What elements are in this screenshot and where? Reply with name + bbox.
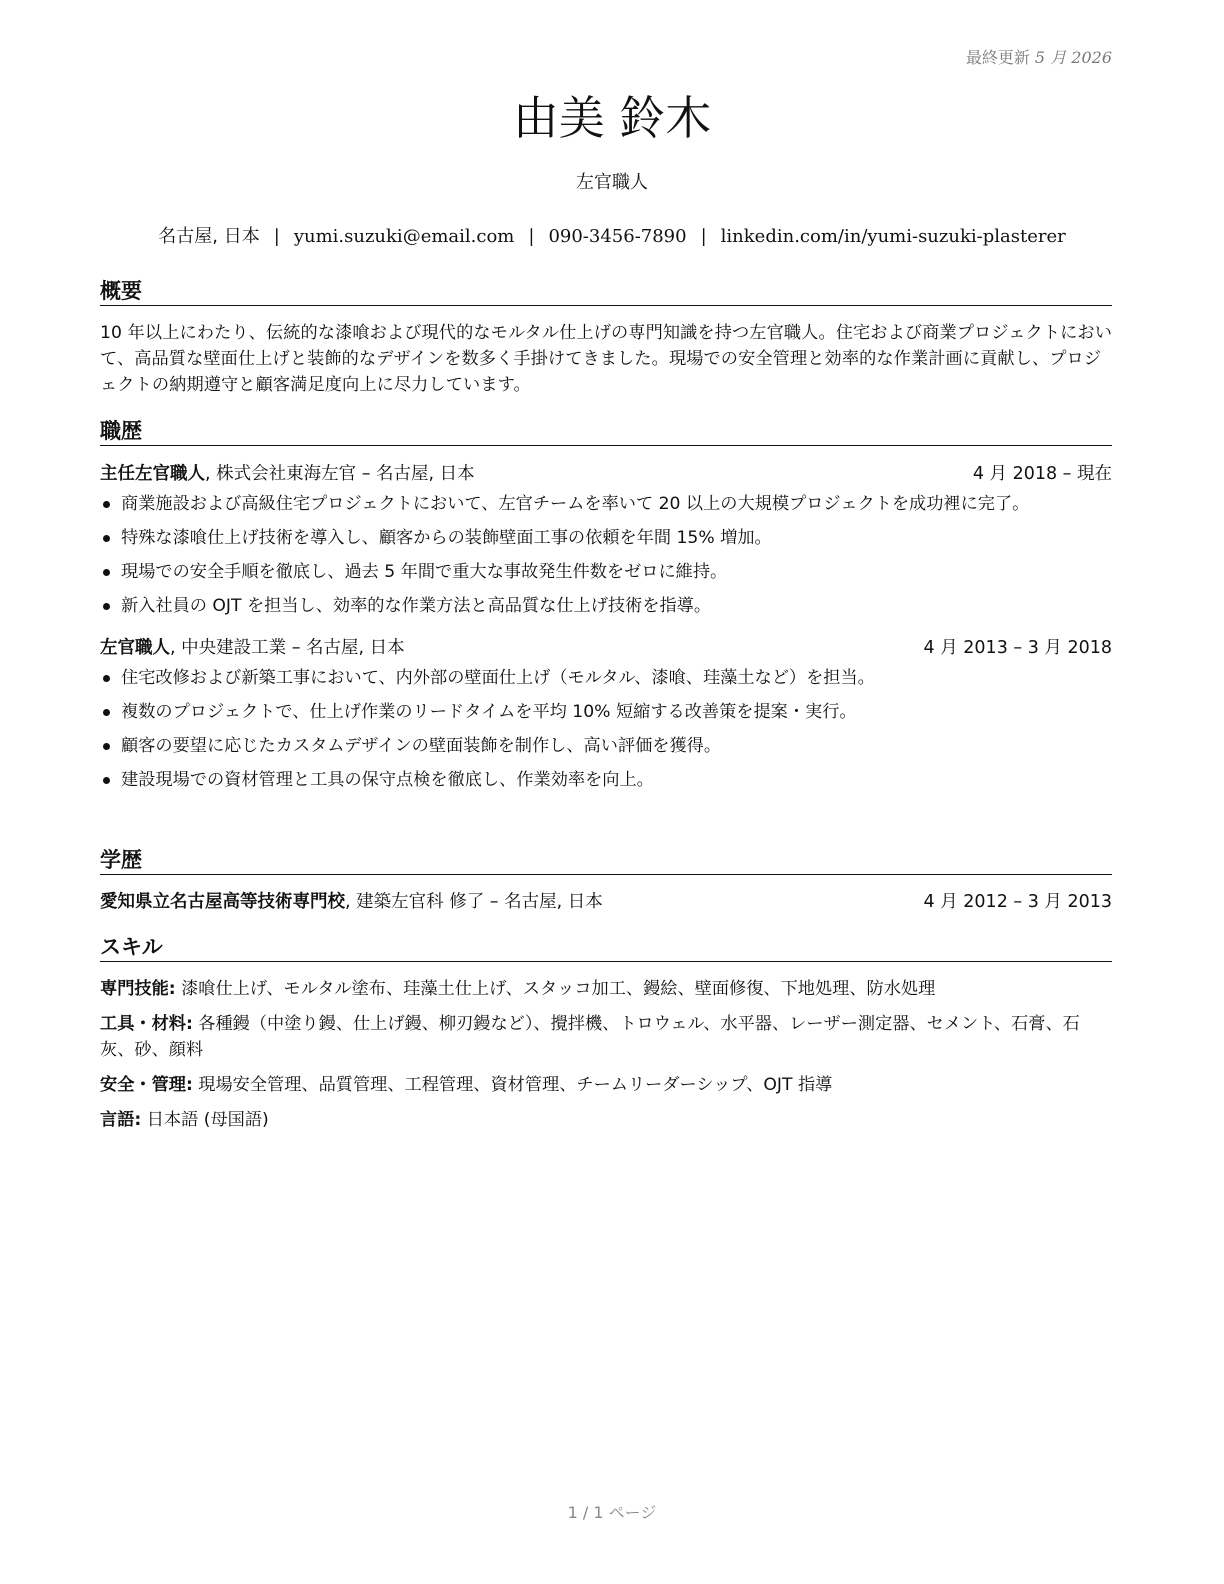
job-bullet: 複数のプロジェクトで、仕上げ作業のリードタイムを平均 10% 短縮する改善策を提案・実行。 xyxy=(100,699,1112,725)
education-dates: 4 月 2012 – 3 月 2013 xyxy=(923,892,1112,912)
job-role: 主任左官職人 xyxy=(100,464,205,484)
last-updated-label: 最終更新 xyxy=(965,48,1030,67)
skill-label: 専門技能: xyxy=(100,979,176,999)
contact-phone: 090-3456-7890 xyxy=(548,226,687,247)
section-title-education: 学歴 xyxy=(100,846,1112,875)
skill-value: 現場安全管理、品質管理、工程管理、資材管理、チームリーダーシップ、OJT 指導 xyxy=(192,1075,833,1095)
job-bullet: 商業施設および高級住宅プロジェクトにおいて、左官チームを率いて 20 以上の大規模プロジェクトを成功裡に完了。 xyxy=(100,491,1112,517)
candidate-name: 由美 鈴木 xyxy=(512,91,712,145)
education-section xyxy=(100,846,1112,915)
job-bullets xyxy=(100,491,1112,619)
job-bullet: 顧客の要望に応じたカスタムデザインの壁面装飾を制作し、高い評価を獲得。 xyxy=(100,733,1112,759)
job-bullet: 住宅改修および新築工事において、内外部の壁面仕上げ（モルタル、漆喰、珪藻土など）を担当。 xyxy=(100,665,1112,691)
job-entry xyxy=(100,635,1112,793)
section-title-experience: 職歴 xyxy=(100,417,1112,446)
contact-email[interactable]: yumi.suzuki@email.com xyxy=(293,226,515,247)
last-updated xyxy=(966,45,1112,68)
experience-section xyxy=(100,417,1112,801)
skill-value: 各種鏝（中塗り鏝、仕上げ鏝、柳刃鏝など）、攪拌機、トロウェル、水平器、レーザー測定器、セメント、石膏、石灰、砂、顔料 xyxy=(100,1014,1080,1060)
skill-value: 日本語 (母国語) xyxy=(141,1110,269,1130)
contact-separator: | xyxy=(528,226,535,247)
skill-value: 漆喰仕上げ、モルタル塗布、珪藻土仕上げ、スタッコ加工、鏝絵、壁面修復、下地処理、防水処理 xyxy=(175,979,936,999)
summary-text: 10 年以上にわたり、伝統的な漆喰および現代的なモルタル仕上げの専門知識を持つ左官職人。住宅および商業プロジェクトにおいて、高品質な壁面仕上げと装飾的なデザインを数多く手掛けてきました。現場での安全管理と効率的な作業計画に貢献し、プロジェクトの納期遵守と顧客満足度向上に尽力しています。 xyxy=(100,323,1112,395)
skill-label: 安全・管理: xyxy=(100,1075,193,1095)
job-bullet: 特殊な漆喰仕上げ技術を導入し、顧客からの装飾壁面工事の依頼を年間 15% 増加。 xyxy=(100,525,1112,551)
job-header xyxy=(100,461,1112,487)
section-title-summary: 概要 xyxy=(100,277,1112,306)
skill-line xyxy=(100,1011,1112,1063)
job-org: , 株式会社東海左官 – 名古屋, 日本 xyxy=(205,464,475,484)
job-bullets xyxy=(100,665,1112,793)
job-dates: 4 月 2018 – 現在 xyxy=(972,464,1112,484)
skill-line xyxy=(100,1107,1112,1133)
contact-separator: | xyxy=(700,226,707,247)
job-dates: 4 月 2013 – 3 月 2018 xyxy=(923,638,1112,658)
job-bullet: 建設現場での資材管理と工具の保守点検を徹底し、作業効率を向上。 xyxy=(100,767,1112,793)
skills-list xyxy=(100,976,1112,1133)
skill-line xyxy=(100,976,1112,1002)
contact-separator: | xyxy=(273,226,280,247)
skill-line xyxy=(100,1072,1112,1098)
job-org: , 中央建設工業 – 名古屋, 日本 xyxy=(170,638,405,658)
education-entry xyxy=(100,889,1112,915)
contact-linkedin[interactable]: linkedin.com/in/yumi-suzuki-plasterer xyxy=(720,226,1066,247)
education-school: 愛知県立名古屋高等技術専門校 xyxy=(100,892,345,912)
section-title-skills: スキル xyxy=(100,933,1112,962)
skill-label: 工具・材料: xyxy=(100,1014,193,1034)
job-header xyxy=(100,635,1112,661)
education-detail: , 建築左官科 修了 – 名古屋, 日本 xyxy=(345,892,603,912)
job-role: 左官職人 xyxy=(100,638,170,658)
job-bullet: 新入社員の OJT を担当し、効率的な作業方法と高品質な仕上げ技術を指導。 xyxy=(100,593,1112,619)
job-entry xyxy=(100,461,1112,619)
last-updated-value: 5 月 2026 xyxy=(1034,48,1112,67)
contact-location: 名古屋, 日本 xyxy=(158,226,260,247)
candidate-headline: 左官職人 xyxy=(576,172,648,193)
page-number: 1 / 1 ページ xyxy=(567,1503,657,1522)
contact-line xyxy=(0,224,1224,250)
skill-label: 言語: xyxy=(100,1110,142,1130)
job-bullet: 現場での安全手順を徹底し、過去 5 年間で重大な事故発生件数をゼロに維持。 xyxy=(100,559,1112,585)
summary-section xyxy=(100,277,1112,398)
skills-section xyxy=(100,933,1112,1142)
